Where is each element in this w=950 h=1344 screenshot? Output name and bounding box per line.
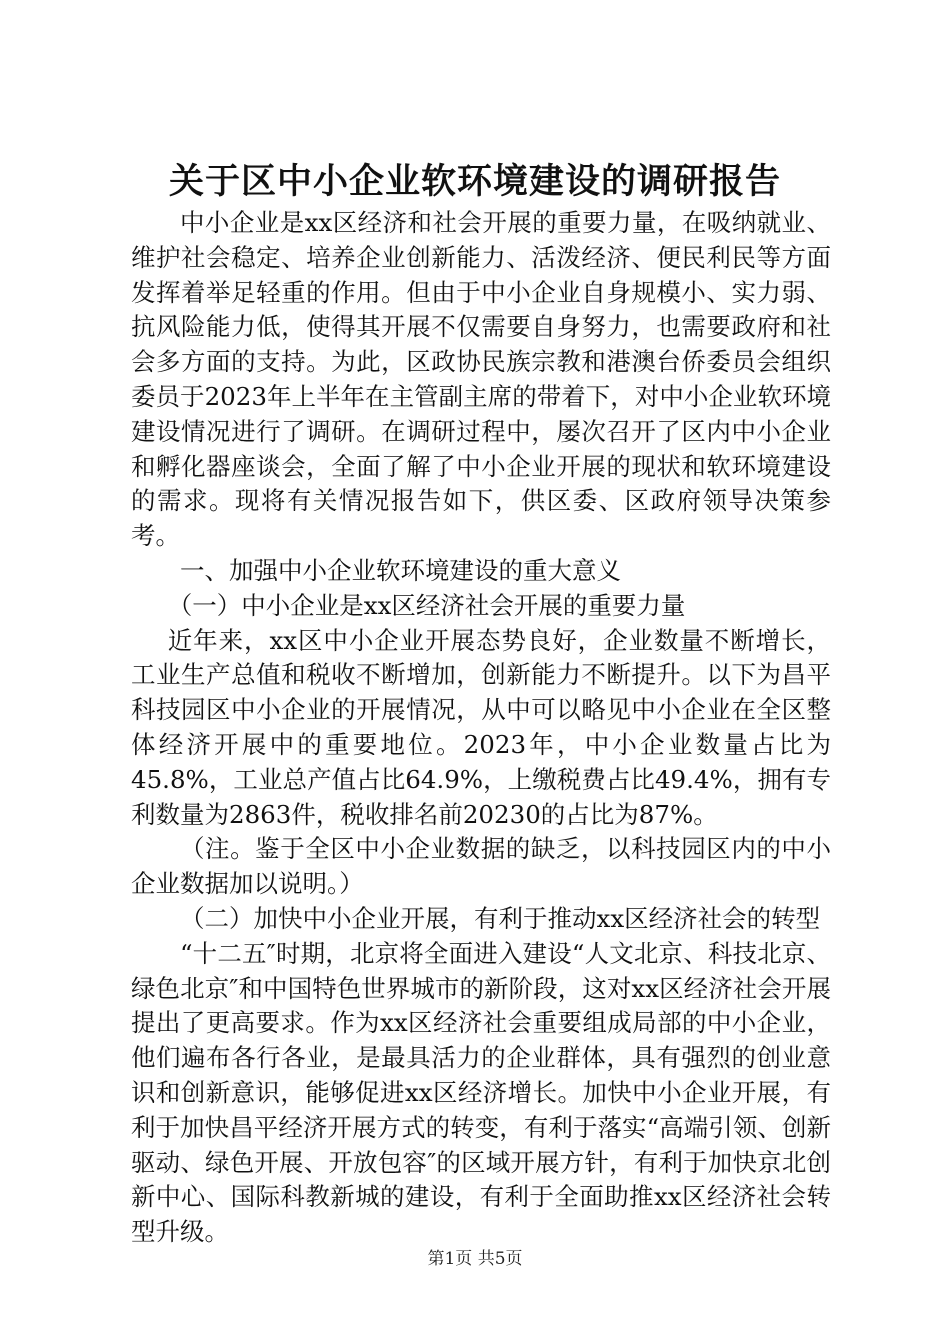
page-number-footer: 第1页 共5页 bbox=[427, 1249, 523, 1269]
paragraph-statistics: 近年来，xx区中小企业开展态势良好，企业数量不断增长，工业生产总值和税收不断增加，创新能力不断提升。以下为昌平科技园区中小企业的开展情况，从中可以略见中小企业在全区整体经济开展中的重要地位。2023年，中小企业数量占比为45.8%，工业总产值占比64.9%，上缴税费占比49.4%，拥有专利数量为2863件，税收排名前20230的占比为87%。 bbox=[131, 625, 831, 829]
document-title: 关于区中小企业软环境建设的调研报告 bbox=[168, 161, 781, 202]
subsection-heading-2: （二）加快中小企业开展，有利于推动xx区经济社会的转型 bbox=[180, 903, 821, 933]
section-heading-1: 一、加强中小企业软环境建设的重大意义 bbox=[180, 555, 621, 585]
paragraph-transformation: “十二五″时期，北京将全面进入建设“人文北京、科技北京、绿色北京″和中国特色世界城市的新阶段，这对xx区经济社会开展提出了更高要求。作为xx区经济社会重要组成局部的中小企业，他们遍布各行各业，是最具活力的企业群体，具有强烈的创业意识和创新意识，能够促进xx区经济增长。加快中小企业开展，有利于加快昌平经济开展方式的转变，有利于落实“高端引领、创新驱动、绿色开展、开放包容″的区域开展方针，有利于加快京北创新中心、国际科教新城的建设，有利于全面助推xx区经济社会转型升级。 bbox=[131, 938, 831, 1247]
paragraph-intro: 中小企业是xx区经济和社会开展的重要力量，在吸纳就业、维护社会稳定、培养企业创新能力、活泼经济、便民利民等方面发挥着举足轻重的作用。但由于中小企业自身规模小、实力弱、抗风险能力低，使得其开展不仅需要自身努力，也需要政府和社会多方面的支持。为此，区政协民族宗教和港澳台侨委员会组织委员于2023年上半年在主管副主席的带着下，对中小企业软环境建设情况进行了调研。在调研过程中，屡次召开了区内中小企业和孵化器座谈会，全面了解了中小企业开展的现状和软环境建设的需求。现将有关情况报告如下，供区委、区政府领导决策参考。 bbox=[131, 208, 831, 551]
document-body bbox=[131, 206, 831, 1250]
subsection-heading-1: （一）中小企业是xx区经济社会开展的重要力量 bbox=[167, 590, 686, 620]
paragraph-note: （注。鉴于全区中小企业数据的缺乏，以科技园区内的中小企业数据加以说明。） bbox=[131, 834, 831, 899]
